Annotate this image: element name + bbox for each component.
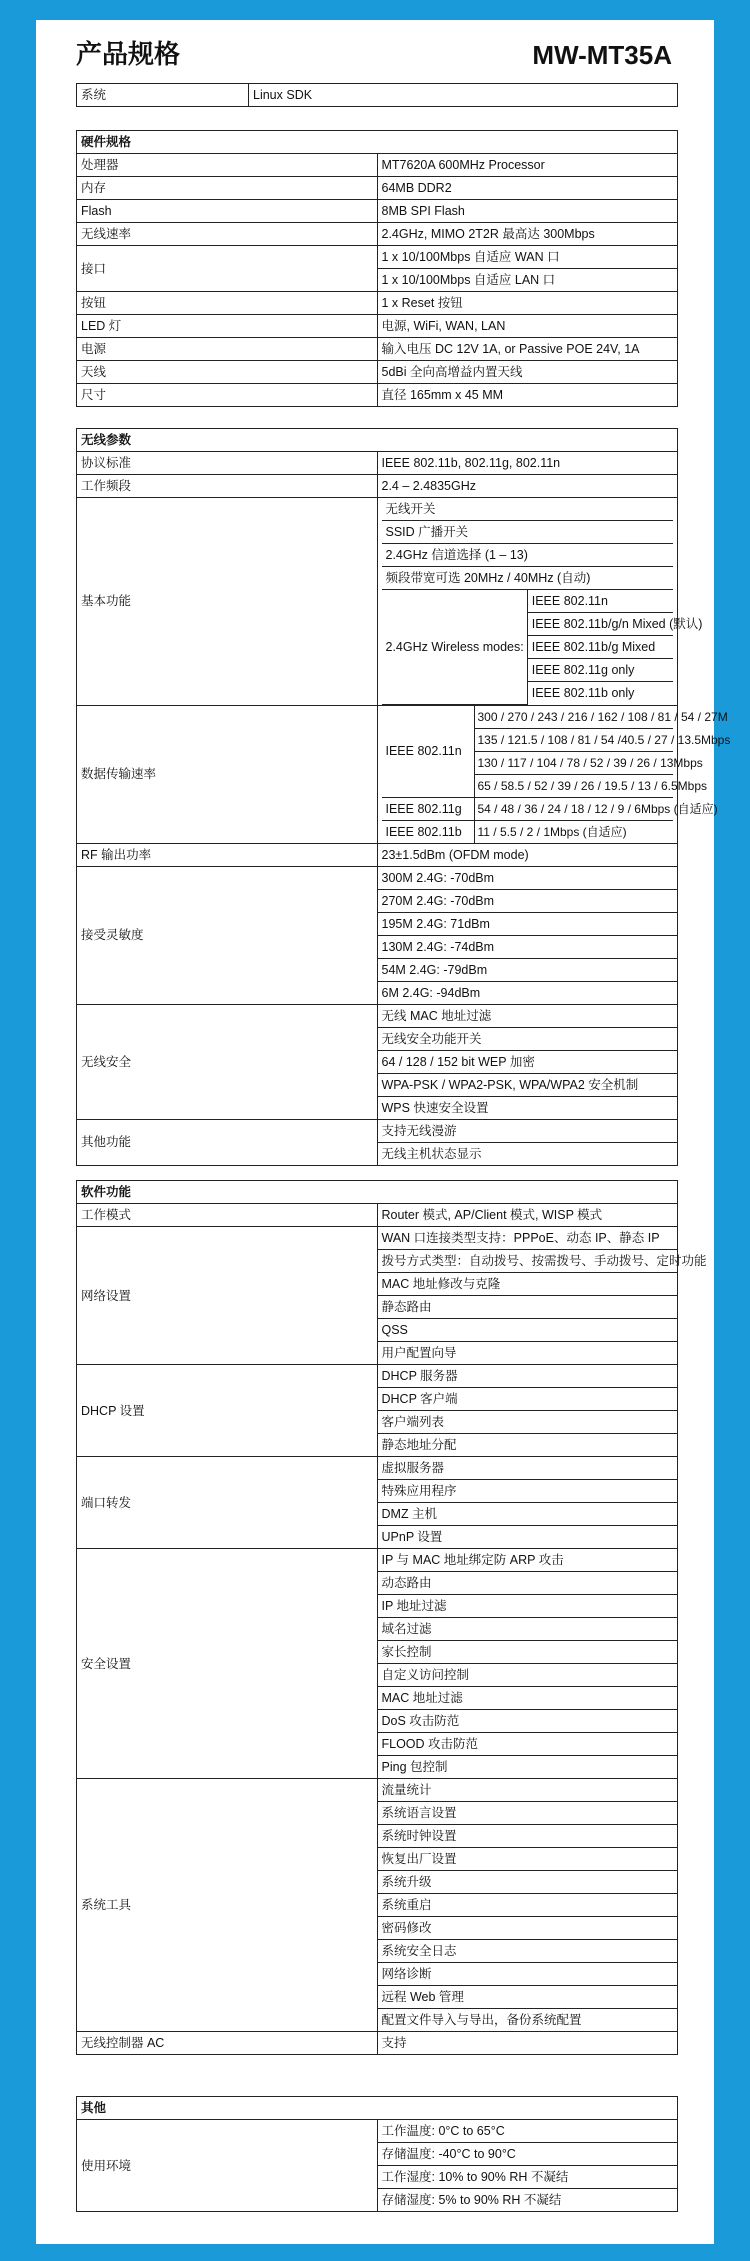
spec-label: 使用环境 xyxy=(77,2120,378,2212)
spec-value: 恢复出厂设置 xyxy=(377,1848,678,1871)
spec-value: 系统重启 xyxy=(377,1894,678,1917)
spec-label: 处理器 xyxy=(77,154,378,177)
spec-label: 协议标准 xyxy=(77,452,378,475)
spec-label: 工作频段 xyxy=(77,475,378,498)
spec-value: 支持无线漫游 xyxy=(377,1119,678,1142)
spec-value: 自定义访问控制 xyxy=(377,1664,678,1687)
spec-value: 270M 2.4G: -70dBm xyxy=(377,889,678,912)
table-row xyxy=(77,1204,678,1227)
spec-value: 存储湿度: 5% to 90% RH 不凝结 xyxy=(377,2189,678,2212)
spec-value: 密码修改 xyxy=(377,1917,678,1940)
table-row xyxy=(77,2120,678,2143)
spec-value: IEEE 802.11b/g Mixed xyxy=(527,636,673,659)
misc-table xyxy=(76,2096,678,2212)
table-row xyxy=(77,1119,678,1142)
hardware-table xyxy=(76,130,678,407)
spec-label: 数据传输速率 xyxy=(77,705,378,843)
table-row xyxy=(77,1457,678,1480)
model-name: MW-MT35A xyxy=(532,40,672,70)
spec-value: 工作湿度: 10% to 90% RH 不凝结 xyxy=(377,2166,678,2189)
spec-value: 客户端列表 xyxy=(377,1411,678,1434)
table-row xyxy=(77,1004,678,1027)
spec-value: 存储温度: -40°C to 90°C xyxy=(377,2143,678,2166)
spec-value: 1 x Reset 按钮 xyxy=(377,292,678,315)
spec-value: 1 x 10/100Mbps 自适应 WAN 口 xyxy=(377,246,678,269)
spec-value: 64 / 128 / 152 bit WEP 加密 xyxy=(377,1050,678,1073)
spec-value: 23±1.5dBm (OFDM mode) xyxy=(377,843,678,866)
spec-label: 端口转发 xyxy=(77,1457,378,1549)
table-row xyxy=(77,1779,678,1802)
spec-value: 工作温度: 0°C to 65°C xyxy=(377,2120,678,2143)
table-row xyxy=(77,452,678,475)
spec-value: UPnP 设置 xyxy=(377,1526,678,1549)
page-title: 产品规格 xyxy=(76,39,181,69)
spec-value: 系统时钟设置 xyxy=(377,1825,678,1848)
table-row xyxy=(77,705,678,843)
spec-label: RF 输出功率 xyxy=(77,843,378,866)
spec-label: 无线安全 xyxy=(77,1004,378,1119)
spec-label: 内存 xyxy=(77,177,378,200)
spec-value: 5dBi 全向高增益内置天线 xyxy=(377,361,678,384)
software-table xyxy=(76,1180,707,2055)
spec-value: 300M 2.4G: -70dBm xyxy=(377,866,678,889)
spec-value: IEEE 802.11b only xyxy=(527,682,673,705)
basic-function-cell xyxy=(377,498,703,706)
spec-value: Router 模式, AP/Client 模式, WISP 模式 xyxy=(377,1204,678,1227)
spec-value: DoS 攻击防范 xyxy=(377,1710,678,1733)
table-row xyxy=(77,1549,678,1572)
spec-value: 130M 2.4G: -74dBm xyxy=(377,935,678,958)
spec-label: DHCP 设置 xyxy=(77,1365,378,1457)
rate-value: 11 / 5.5 / 2 / 1Mbps (自适应) xyxy=(474,820,673,843)
spec-label: 其他功能 xyxy=(77,1119,378,1165)
spec-value: QSS xyxy=(377,1319,678,1342)
spec-value: 无线主机状态显示 xyxy=(377,1142,678,1165)
spec-value: 无线 MAC 地址过滤 xyxy=(377,1004,678,1027)
spec-value: 195M 2.4G: 71dBm xyxy=(377,912,678,935)
spec-value: WAN 口连接类型支持：PPPoE、动态 IP、静态 IP xyxy=(377,1227,678,1250)
spec-value: 8MB SPI Flash xyxy=(377,200,678,223)
spec-value: IP 地址过滤 xyxy=(377,1595,678,1618)
spec-label: 尺寸 xyxy=(77,384,378,407)
spec-label: 工作模式 xyxy=(77,1204,378,1227)
table-row xyxy=(77,843,678,866)
spec-value: 无线开关 xyxy=(382,498,674,521)
spec-label: 系统工具 xyxy=(77,1779,378,2032)
spec-value: 特殊应用程序 xyxy=(377,1480,678,1503)
table-row xyxy=(77,338,678,361)
spec-label: 无线速率 xyxy=(77,223,378,246)
header xyxy=(36,20,714,82)
section-title: 软件功能 xyxy=(77,1181,678,1204)
spec-value: 系统升级 xyxy=(377,1871,678,1894)
rate-subtable xyxy=(382,706,731,843)
table-row xyxy=(77,246,678,269)
spec-label: 安全设置 xyxy=(77,1549,378,1779)
section-header-row xyxy=(77,429,678,452)
table-row xyxy=(77,361,678,384)
spec-value: WPS 快速安全设置 xyxy=(377,1096,678,1119)
spec-value: 域名过滤 xyxy=(377,1618,678,1641)
table-row xyxy=(77,475,678,498)
spec-value: 1 x 10/100Mbps 自适应 LAN 口 xyxy=(377,269,678,292)
spec-value: Linux SDK xyxy=(249,84,678,107)
spec-value: 无线安全功能开关 xyxy=(377,1027,678,1050)
section-title: 硬件规格 xyxy=(77,131,678,154)
spec-value: 配置文件导入与导出，备份系统配置 xyxy=(377,2009,678,2032)
spec-label: LED 灯 xyxy=(77,315,378,338)
spec-value: 拨号方式类型：自动拨号、按需拨号、手动拨号、定时功能 xyxy=(377,1250,678,1273)
spec-value: IEEE 802.11b, 802.11g, 802.11n xyxy=(377,452,678,475)
table-row xyxy=(77,84,678,107)
section-header-row xyxy=(77,131,678,154)
section-title: 无线参数 xyxy=(77,429,678,452)
spec-value: 动态路由 xyxy=(377,1572,678,1595)
spec-label: 天线 xyxy=(77,361,378,384)
table-row xyxy=(77,384,678,407)
spec-value: DHCP 服务器 xyxy=(377,1365,678,1388)
rate-cell xyxy=(377,705,731,843)
table-row xyxy=(77,2032,678,2055)
spec-value: 流量统计 xyxy=(377,1779,678,1802)
spec-value: 2.4GHz, MIMO 2T2R 最高达 300Mbps xyxy=(377,223,678,246)
spec-value: DHCP 客户端 xyxy=(377,1388,678,1411)
spec-value: IP 与 MAC 地址绑定防 ARP 攻击 xyxy=(377,1549,678,1572)
spec-value: 网络诊断 xyxy=(377,1963,678,1986)
spec-value: MAC 地址过滤 xyxy=(377,1687,678,1710)
basic-function-subtable xyxy=(382,498,703,705)
spec-value: DMZ 主机 xyxy=(377,1503,678,1526)
spec-value: Ping 包控制 xyxy=(377,1756,678,1779)
spec-value: 系统安全日志 xyxy=(377,1940,678,1963)
system-table xyxy=(76,83,678,107)
rate-standard: IEEE 802.11n xyxy=(382,706,475,798)
spec-value: 系统语言设置 xyxy=(377,1802,678,1825)
spec-label: 系统 xyxy=(77,84,249,107)
spec-value: 远程 Web 管理 xyxy=(377,1986,678,2009)
spec-value: IEEE 802.11g only xyxy=(527,659,673,682)
table-row xyxy=(77,866,678,889)
table-row xyxy=(77,498,678,706)
rate-standard: IEEE 802.11g xyxy=(382,797,475,820)
section-header-row xyxy=(77,1181,678,1204)
spec-value: 电源, WiFi, WAN, LAN xyxy=(377,315,678,338)
spec-value: 64MB DDR2 xyxy=(377,177,678,200)
spec-value: IEEE 802.11n xyxy=(527,590,673,613)
rate-value: 54 / 48 / 36 / 24 / 18 / 12 / 9 / 6Mbps (自适应) xyxy=(474,797,673,820)
spec-value: 输入电压 DC 12V 1A, or Passive POE 24V, 1A xyxy=(377,338,678,361)
wireless-table xyxy=(76,428,731,1166)
spec-value: 静态地址分配 xyxy=(377,1434,678,1457)
spec-value: 用户配置向导 xyxy=(377,1342,678,1365)
spec-label: 无线控制器 AC xyxy=(77,2032,378,2055)
table-row xyxy=(77,177,678,200)
spec-value: 直径 165mm x 45 MM xyxy=(377,384,678,407)
table-row xyxy=(77,223,678,246)
spec-value: 支持 xyxy=(377,2032,678,2055)
spec-value: 家长控制 xyxy=(377,1641,678,1664)
spec-value: WPA-PSK / WPA2-PSK, WPA/WPA2 安全机制 xyxy=(377,1073,678,1096)
spec-value: 6M 2.4G: -94dBm xyxy=(377,981,678,1004)
spec-value: SSID 广播开关 xyxy=(382,521,674,544)
rate-value: 300 / 270 / 243 / 216 / 162 / 108 / 81 / 54 / 27M xyxy=(474,706,673,729)
spec-value: MT7620A 600MHz Processor xyxy=(377,154,678,177)
table-row xyxy=(77,154,678,177)
spec-value: 54M 2.4G: -79dBm xyxy=(377,958,678,981)
spec-sheet xyxy=(36,20,731,2244)
spec-label: 接受灵敏度 xyxy=(77,866,378,1004)
spec-value: MAC 地址修改与克隆 xyxy=(377,1273,678,1296)
rate-value: 65 / 58.5 / 52 / 39 / 26 / 19.5 / 13 / 6.5Mbps xyxy=(474,774,673,797)
spec-value: 虚拟服务器 xyxy=(377,1457,678,1480)
table-row xyxy=(77,1365,678,1388)
table-row xyxy=(77,1227,678,1250)
table-row xyxy=(77,200,678,223)
spec-label: 网络设置 xyxy=(77,1227,378,1365)
spec-label: 按钮 xyxy=(77,292,378,315)
table-row xyxy=(77,292,678,315)
spec-label: 接口 xyxy=(77,246,378,292)
spec-value: 2.4 – 2.4835GHz xyxy=(377,475,678,498)
spec-label: Flash xyxy=(77,200,378,223)
spec-value: FLOOD 攻击防范 xyxy=(377,1733,678,1756)
rate-value: 135 / 121.5 / 108 / 81 / 54 /40.5 / 27 / 13.5Mbps xyxy=(474,728,673,751)
rate-standard: IEEE 802.11b xyxy=(382,820,475,843)
spec-label: 电源 xyxy=(77,338,378,361)
spec-value: 2.4GHz 信道选择 (1 – 13) xyxy=(382,544,674,567)
spec-value: IEEE 802.11b/g/n Mixed (默认) xyxy=(527,613,673,636)
spec-value: 频段带宽可选 20MHz / 40MHz (自动) xyxy=(382,567,674,590)
section-header-row xyxy=(77,2097,678,2120)
section-title: 其他 xyxy=(77,2097,678,2120)
modes-label: 2.4GHz Wireless modes: xyxy=(382,590,528,705)
table-row xyxy=(77,315,678,338)
spec-value: 静态路由 xyxy=(377,1296,678,1319)
spec-label: 基本功能 xyxy=(77,498,378,706)
rate-value: 130 / 117 / 104 / 78 / 52 / 39 / 26 / 13Mbps xyxy=(474,751,673,774)
